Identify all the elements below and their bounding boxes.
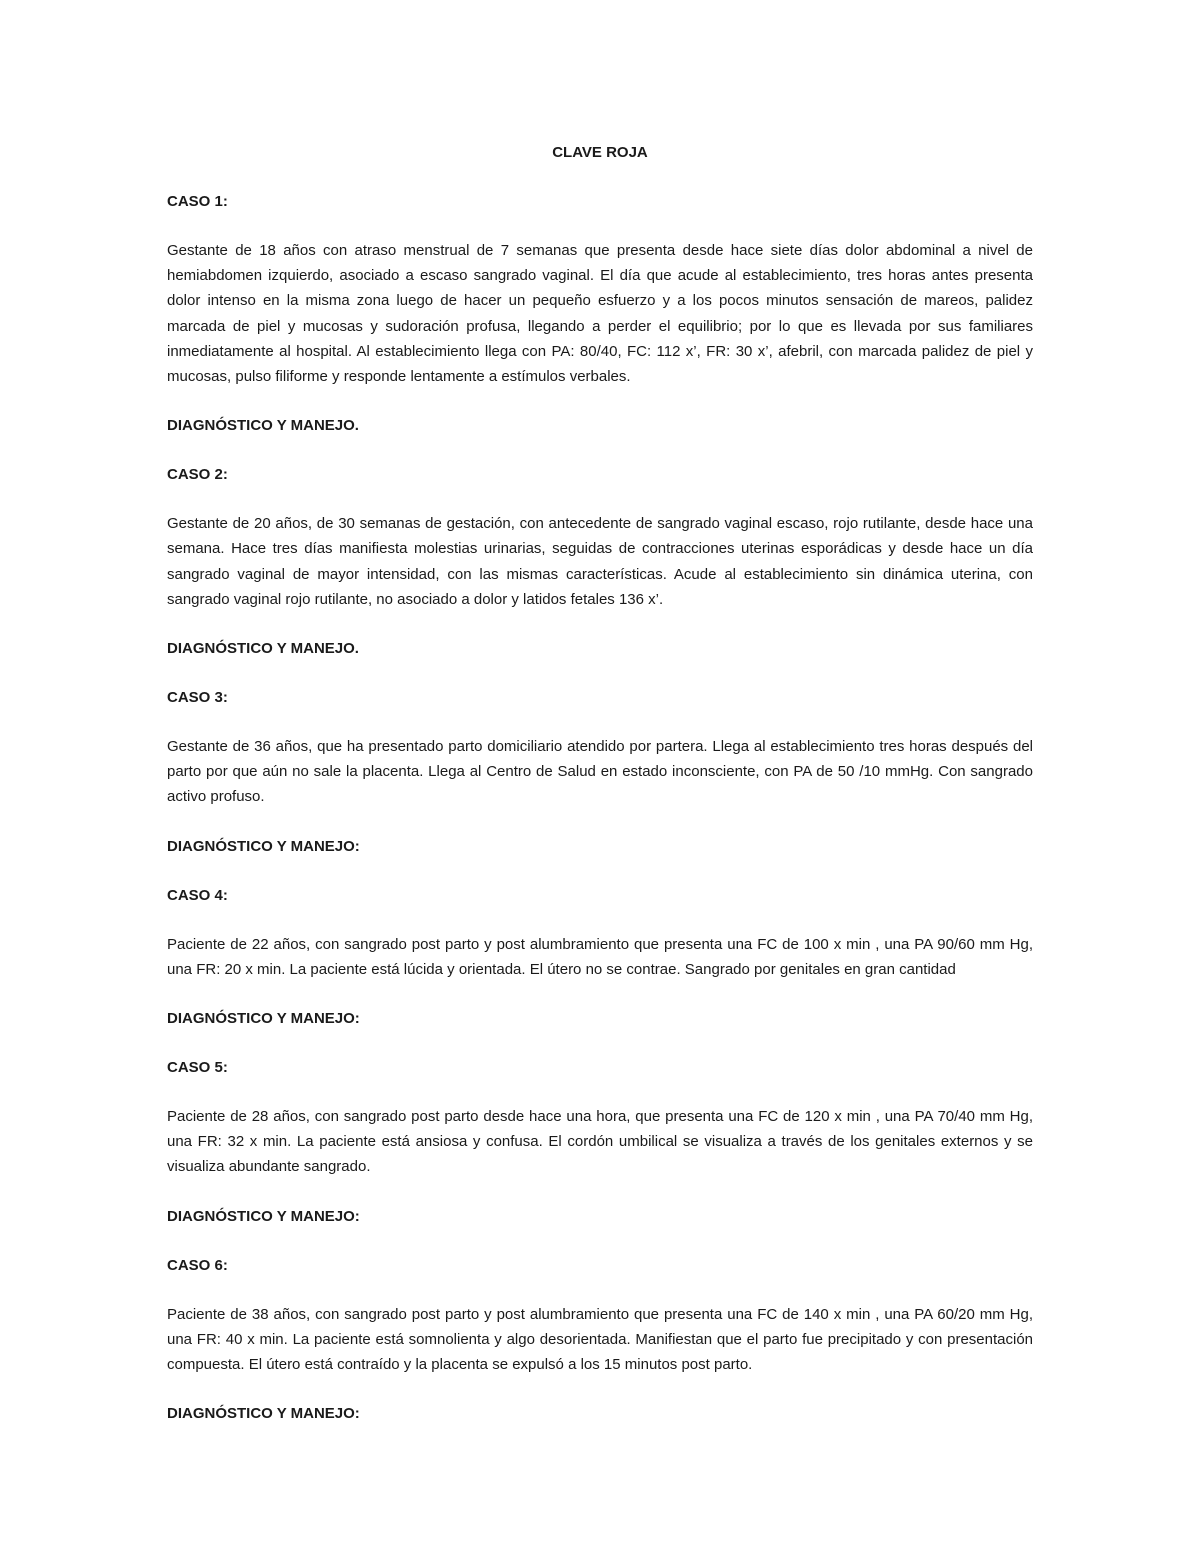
case-description: Paciente de 22 años, con sangrado post parto y post alumbramiento que presenta una FC de 100 x min , una PA 90/60 mm Hg, una FR: 20 x min. La paciente está lúcida y orientada. El útero no se contrae. Sangrado por genitales en gran cantidad: [167, 935, 1033, 978]
case-heading: CASO 5:: [167, 1059, 228, 1077]
case-heading: CASO 6:: [167, 1256, 228, 1274]
diagnosis-heading: DIAGNÓSTICO Y MANEJO:: [167, 1405, 360, 1423]
diagnosis-heading: DIAGNÓSTICO Y MANEJO:: [167, 837, 360, 855]
case-heading: CASO 1:: [167, 193, 228, 210]
case-heading: CASO 3:: [167, 689, 228, 707]
diagnosis-heading: DIAGNÓSTICO Y MANEJO:: [167, 1207, 360, 1225]
case-description: Paciente de 38 años, con sangrado post parto y post alumbramiento que presenta una FC de 140 x min , una PA 60/20 mm Hg, una FR: 40 x min. La paciente está somnolienta y algo desorientada. Manifiestan que el parto fue precipitado y con presentación compuesta. El útero está contraído y la placenta se expulsó a los 15 minutos post parto.: [167, 1305, 1033, 1374]
case-heading: CASO 4:: [167, 886, 228, 904]
case-1: [167, 189, 1033, 438]
case-heading: CASO 2:: [167, 466, 228, 484]
case-description: Gestante de 18 años con atraso menstrual de 7 semanas que presenta desde hace siete días dolor abdominal a nivel de hemiabdomen izquierdo, asociado a escaso sangrado vaginal. El día que acude al establecimiento, tres horas antes presenta dolor intenso en la misma zona luego de hacer un pequeño esfuerzo y a los pocos minutos sensación de mareos, palidez marcada de piel y mucosas y sudoración profusa, llegando a perder el equilibrio; por lo que es llevada por sus familiares inmediatamente al hospital. Al establecimiento llega con PA: 80/40, FC: 112 x’, FR: 30 x’, afebril, con marcada palidez de piel y mucosas, pulso filiforme y responde lentamente a estímulos verbales.: [167, 242, 1033, 386]
diagnosis-heading: DIAGNÓSTICO Y MANEJO.: [167, 417, 359, 435]
case-6: [167, 1253, 1033, 1427]
document-title: CLAVE ROJA: [552, 144, 648, 161]
case-3: [167, 685, 1033, 859]
case-5: [167, 1055, 1033, 1229]
diagnosis-heading: DIAGNÓSTICO Y MANEJO.: [167, 640, 359, 658]
case-4: [167, 883, 1033, 1031]
case-2: [167, 462, 1033, 661]
diagnosis-heading: DIAGNÓSTICO Y MANEJO:: [167, 1010, 360, 1028]
case-description: Paciente de 28 años, con sangrado post parto desde hace una hora, que presenta una FC de 120 x min , una PA 70/40 mm Hg, una FR: 32 x min. La paciente está ansiosa y confusa. El cordón umbilical se visualiza a través de los genitales externos y se visualiza abundante sangrado.: [167, 1108, 1033, 1176]
case-description: Gestante de 20 años, de 30 semanas de gestación, con antecedente de sangrado vaginal escaso, rojo rutilante, desde hace una semana. Hace tres días manifiesta molestias urinarias, seguidas de contracciones uterinas esporádicas y desde hace un día sangrado vaginal de mayor intensidad, con las mismas características. Acude al establecimiento sin dinámica uterina, con sangrado vaginal rojo rutilante, no asociado a dolor y latidos fetales 136 x’.: [167, 515, 1033, 608]
case-description: Gestante de 36 años, que ha presentado parto domiciliario atendido por partera. Llega al establecimiento tres horas después del parto por que aún no sale la placenta. Llega al Centro de Salud en estado inconsciente, con PA de 50 /10 mmHg. Con sangrado activo profuso.: [167, 738, 1033, 806]
document-page: [167, 140, 1033, 1450]
